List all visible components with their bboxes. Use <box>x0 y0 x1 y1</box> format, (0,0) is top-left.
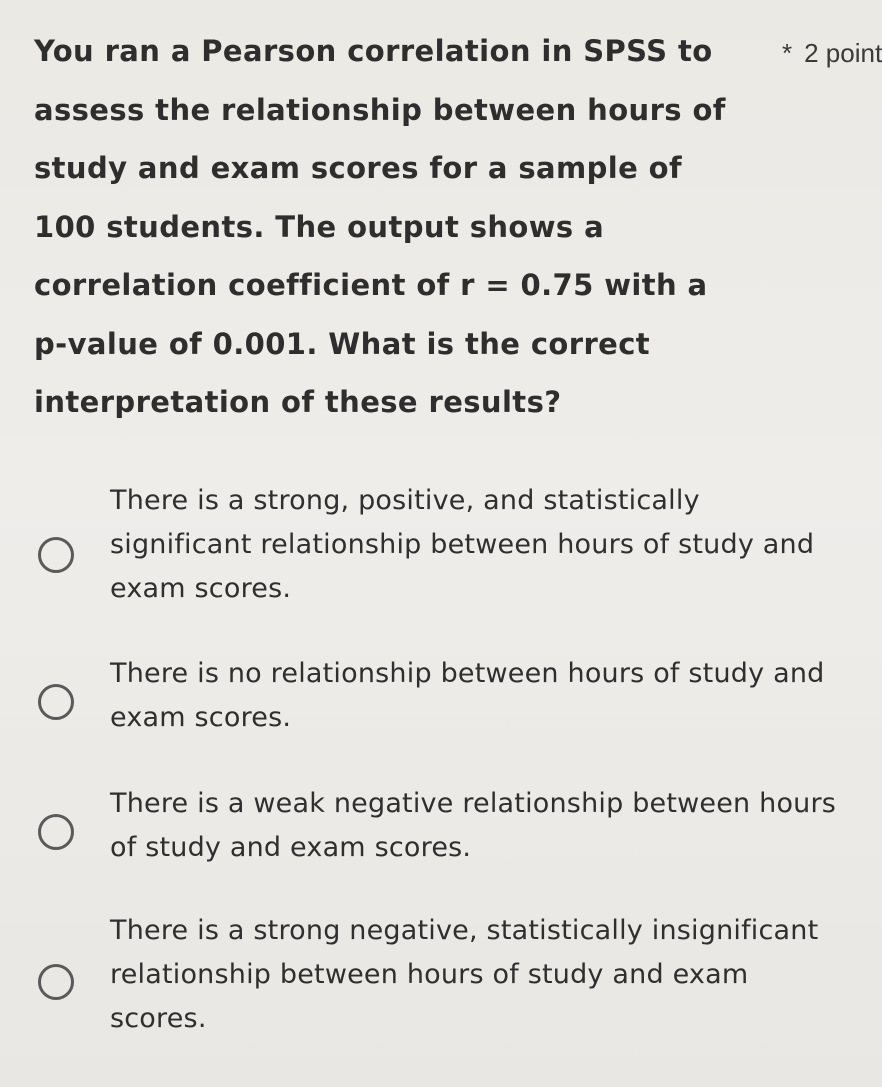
required-marker: * <box>782 38 793 68</box>
points-label: 2 point <box>804 38 882 68</box>
question-text: You ran a Pearson correlation in SPSS to assess the relationship between hours of study and exam scores for a sample of 100 students. The output shows a correlation coefficient of r = 0.75 with a p-value of 0.001. What is the correct interpretation of these results? <box>34 34 726 419</box>
option-label[interactable]: There is a strong, positive, and statistically significant relationship between hours of study and exam scores. <box>110 485 815 604</box>
option-label[interactable]: There is no relationship between hours of study and exam scores. <box>110 658 825 733</box>
radio-button[interactable] <box>38 814 74 850</box>
radio-button[interactable] <box>38 537 74 573</box>
option-label[interactable]: There is a weak negative relationship between hours of study and exam scores. <box>110 788 837 863</box>
radio-button[interactable] <box>38 964 74 1000</box>
radio-button[interactable] <box>38 684 74 720</box>
option-label[interactable]: There is a strong negative, statistically insignificant relationship between hours of study and exam scores. <box>110 915 819 1034</box>
